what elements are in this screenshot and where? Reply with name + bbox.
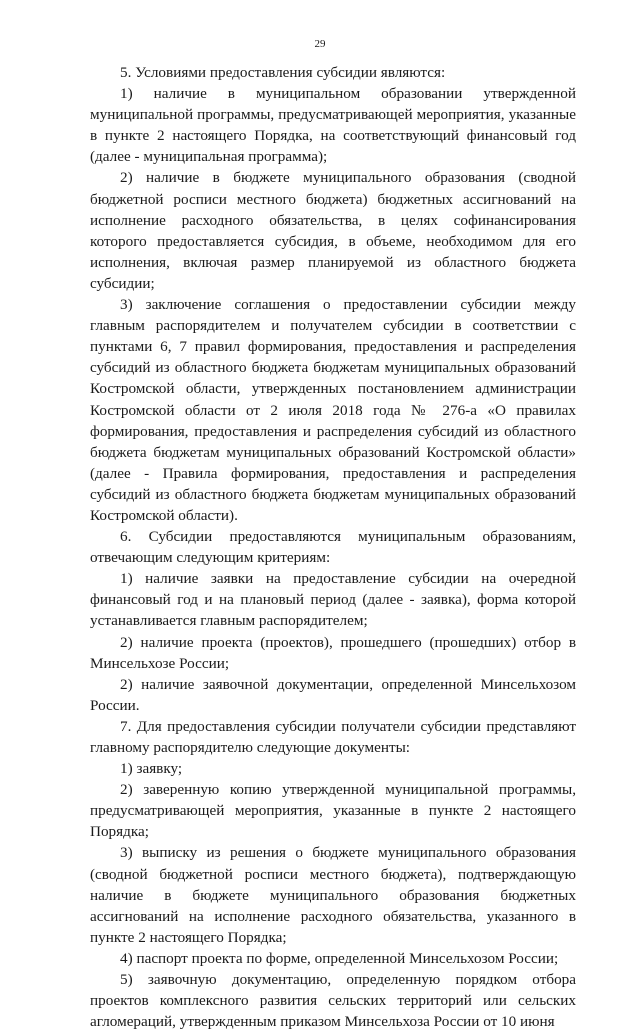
paragraph: 1) наличие в муниципальном образовании утвержденной муниципальной программы, предусматривающей мероприятия, указанные в пункте 2 настоящего Порядка, на соответствующий финансовый год (далее - муниципальная программа);: [90, 85, 576, 166]
paragraph: 2) наличие заявочной документации, определенной Минсельхозом России.: [90, 675, 576, 714]
page-number: 29: [314, 38, 326, 50]
paragraph: 2) наличие проекта (проектов), прошедшего (прошедших) отбор в Минсельхозе России;: [90, 633, 576, 672]
paragraph: 2) наличие в бюджете муниципального образования (сводной бюджетной росписи местного бюджета) бюджетных ассигнований на исполнение расходного обязательства, в целях софинансирования которого предоставляется субсидия, в объеме, необходимом для его исполнения, включая размер планируемой из областного бюджета субсидии;: [90, 169, 576, 292]
document-body: [90, 62, 576, 1032]
paragraph: 3) заключение соглашения о предоставлении субсидии между главным распорядителем и получателем субсидии в соответствии с пунктами 6, 7 правил формирования, предоставления и распределения субсидий из областного бюджета бюджетам муниципальных образований Костромской области, утвержденных постановлением администрации Костромской области от 2 июля 2018 года № 276-а «О правилах формирования, предоставления и распределения субсидий из областного бюджета бюджетам муниципальных образований Костромской области» (далее - Правила формирования, предоставления и распределения субсидий из областного бюджета бюджетам муниципальных образований Костромской области).: [90, 296, 576, 524]
paragraph: 1) наличие заявки на предоставление субсидии на очередной финансовый год и на плановый период (далее - заявка), форма которой устанавливается главным распорядителем;: [90, 570, 576, 630]
paragraph: 3) выписку из решения о бюджете муниципального образования (сводной бюджетной росписи местного бюджета), подтверждающую наличие в бюджете муниципального образования бюджетных ассигнований на исполнение расходного обязательства, указанного в пункте 2 настоящего Порядка;: [90, 844, 576, 946]
paragraph: 4) паспорт проекта по форме, определенной Минсельхозом России;: [120, 949, 559, 967]
paragraph: 2) заверенную копию утвержденной муниципальной программы, предусматривающей мероприятия, указанные в пункте 2 настоящего Порядка;: [90, 781, 576, 841]
paragraph: 1) заявку;: [120, 760, 183, 778]
paragraph: 6. Субсидии предоставляются муниципальным образованиям, отвечающим следующим критериям:: [90, 528, 576, 567]
paragraph: 7. Для предоставления субсидии получатели субсидии представляют главному распорядителю следующие документы:: [90, 717, 576, 756]
paragraph: 5) заявочную документацию, определенную порядком отбора проектов комплексного развития сельских территорий или сельских агломераций, утвержденным приказом Минсельхоза России от 10 июня: [90, 971, 576, 1031]
paragraph: 5. Условиями предоставления субсидии являются:: [120, 64, 446, 81]
